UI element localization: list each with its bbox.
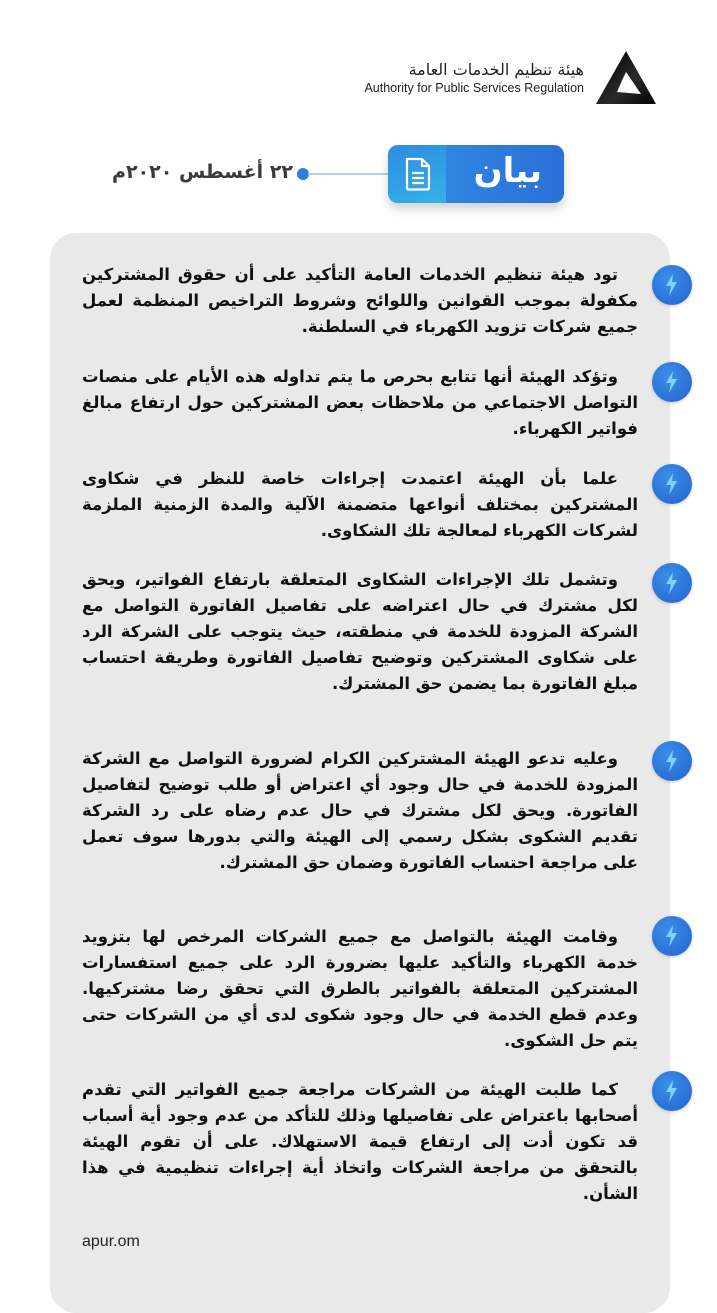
lightning-bolt-icon: [652, 563, 692, 603]
paragraph-text: وتشمل تلك الإجراءات الشكاوى المتعلقة بارتفاع الفواتير، ويحق لكل مشترك في حال اعتراضه على تفاصيل الفاتورة التواصل مع الشركة المزودة للخدمة في منطقته، حيث يتوجب على الشركة الرد على شكاوى المشتركين وتوضيح تفاصيل الفاتورة وطريقة احتساب مبلغ الفاتورة بما يضمن حق المشترك.: [82, 570, 638, 693]
lightning-bolt-icon: [652, 362, 692, 402]
lightning-bolt-icon: [652, 464, 692, 504]
badge-icon-panel: [388, 145, 446, 203]
org-name-english: Authority for Public Services Regulation: [364, 81, 584, 95]
paragraph-text: علما بأن الهيئة اعتمدت إجراءات خاصة للنظر في شكاوى المشتركين بمختلف أنواعها متضمنة الآلية والمدة الزمنية الملزمة لشركات الكهرباء لمعالجة تلك الشكاوى.: [82, 469, 638, 540]
org-name-arabic: هيئة تنظيم الخدمات العامة: [408, 60, 584, 79]
paragraph-5: [82, 746, 638, 876]
lightning-bolt-icon: [652, 741, 692, 781]
statement-date: ٢٢ أغسطس ٢٠٢٠م: [112, 161, 293, 183]
paragraph-3: [82, 466, 638, 544]
paragraph-7: [82, 1077, 638, 1207]
title-row: [0, 140, 717, 210]
statement-badge: [388, 145, 564, 203]
lightning-bolt-icon: [652, 916, 692, 956]
paragraph-4: [82, 567, 638, 697]
header: [0, 50, 717, 110]
paragraph-text: وقامت الهيئة بالتواصل مع جميع الشركات المرخص لها بتزويد خدمة الكهرباء والتأكيد عليها بضرورة الرد على جميع استفسارات المشتركين المتعلقة بالفواتير بالطرق التي تحقق رضا مشتركيها. وعدم قطع الخدمة في حال وجود شكوى لدى أي من الشركات حتى يتم حل الشكوى.: [82, 927, 638, 1050]
paragraph-1: [82, 262, 638, 340]
org-name: [364, 60, 584, 96]
paragraph-text: كما طلبت الهيئة من الشركات مراجعة جميع الفواتير التي تقدم أصحابها باعتراض على تفاصيلها وذلك للتأكد من عدم وجود أية أسباب قد تكون أدت إلى ارتفاع قيمة الاستهلاك. على أن تقوم الهيئة بالتحقق من مراجعة الشركات واتخاذ أية إجراءات تنظيمية في هذا الشأن.: [82, 1080, 638, 1203]
website-link[interactable]: apur.om: [82, 1233, 140, 1250]
paragraph-text: تود هيئة تنظيم الخدمات العامة التأكيد على أن حقوق المشتركين مكفولة بموجب القوانين واللوائح وشروط التراخيص المنظمة لعمل جميع شركات تزويد الكهرباء في السلطنة.: [82, 265, 638, 336]
triangle-logo-icon: [595, 50, 657, 106]
timeline-line: [308, 173, 392, 175]
lightning-bolt-icon: [652, 265, 692, 305]
document-icon: [404, 157, 432, 191]
badge-title: بيان: [473, 151, 542, 191]
paragraph-2: [82, 364, 638, 442]
lightning-bolt-icon: [652, 1071, 692, 1111]
paragraph-text: وتؤكد الهيئة أنها تتابع بحرص ما يتم تداوله هذه الأيام على منصات التواصل الاجتماعي من ملاحظات بعض المشتركين حول ارتفاع مبالغ فواتير الكهرباء.: [82, 367, 638, 438]
paragraph-text: وعليه تدعو الهيئة المشتركين الكرام لضرورة التواصل مع الشركة المزودة للخدمة في حال وجود أي اعتراض أو طلب توضيح لتفاصيل الفاتورة. ويحق لكل مشترك في حال عدم رضاه على رد الشركة تقديم الشكوى بشكل رسمي إلى الهيئة والتي بدورها سوف تعمل على مراجعة احتساب الفاتورة وضمان حق المشترك.: [82, 749, 638, 872]
paragraph-6: [82, 924, 638, 1054]
